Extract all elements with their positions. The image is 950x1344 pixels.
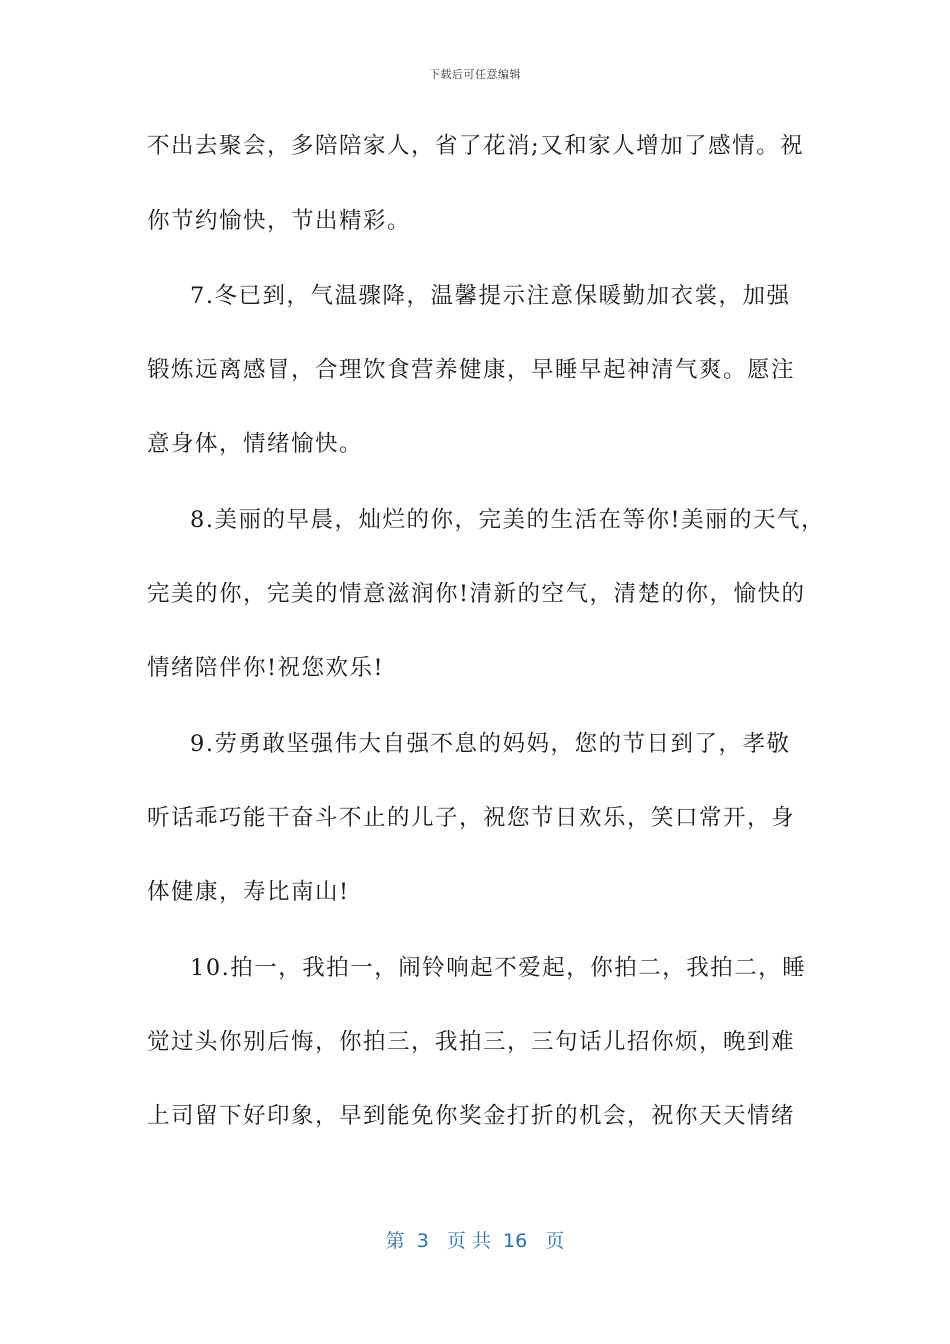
- text-line-1: 不出去聚会，多陪陪家人，省了花消;又和家人增加了感情。祝: [147, 133, 805, 159]
- text-line-6: 8.美丽的早晨，灿烂的你，完美的生活在等你!美丽的天气，: [190, 507, 826, 533]
- text-line-3: 7.冬已到，气温骤降，温馨提示注意保暖勤加衣裳，加强: [190, 283, 791, 309]
- text-line-10: 听话乖巧能干奋斗不止的儿子，祝您节日欢乐，笑口常开，身: [147, 805, 796, 831]
- page-number-footer: 第 3 页 共 16 页: [385, 1230, 565, 1252]
- text-line-12: 10.拍一，我拍一，闹铃响起不爱起，你拍二，我拍二，睡: [190, 955, 807, 981]
- text-line-9: 9.劳勇敢坚强伟大自强不息的妈妈，您的节日到了，孝敬: [190, 731, 791, 757]
- text-line-11: 体健康，寿比南山!: [147, 879, 350, 905]
- text-line-2: 你节约愉快，节出精彩。: [147, 208, 412, 234]
- page-header: 下载后可任意编辑: [429, 68, 521, 81]
- text-line-8: 情绪陪伴你!祝您欢乐!: [147, 655, 385, 681]
- text-line-14: 上司留下好印象，早到能免你奖金打折的机会，祝你天天情绪: [147, 1103, 796, 1129]
- text-line-7: 完美的你，完美的情意滋润你!清新的空气，清楚的你，愉快的: [147, 581, 806, 607]
- text-line-13: 觉过头你别后悔，你拍三，我拍三，三句话儿招你烦，晚到难: [147, 1029, 796, 1055]
- text-line-5: 意身体，情绪愉快。: [147, 431, 364, 457]
- text-line-4: 锻炼远离感冒，合理饮食营养健康，早睡早起神清气爽。愿注: [147, 357, 796, 383]
